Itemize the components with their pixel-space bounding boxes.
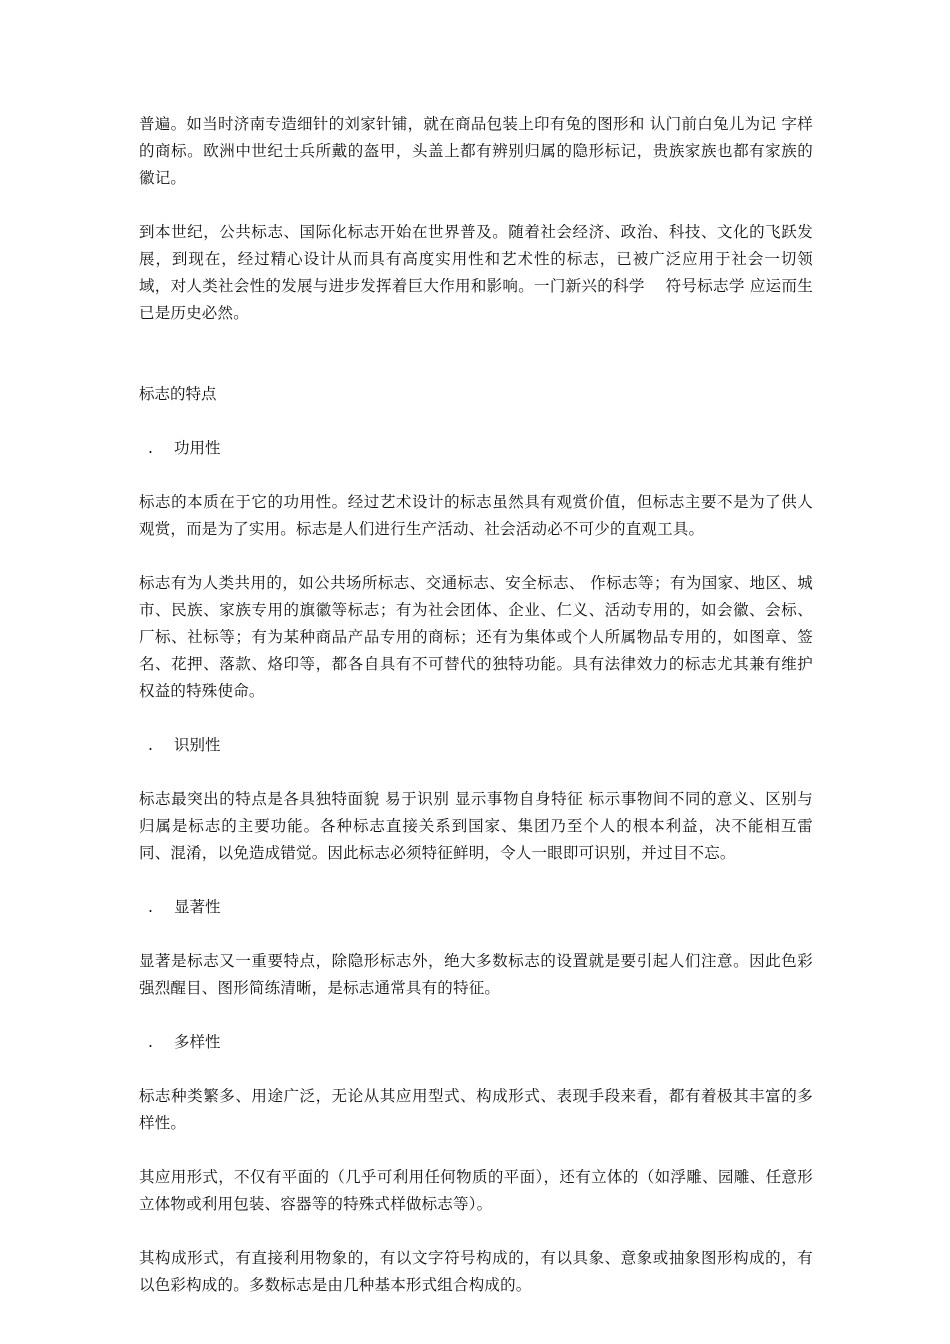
section-heading: 标志的特点 [139, 385, 217, 403]
bullet: . [148, 736, 153, 754]
subsection-heading-recognizability [139, 732, 813, 759]
paragraph: 显著是标志又一重要特点，除隐形标志外，绝大多数标志的设置就是要引起人们注意。因此色彩强烈醒目、图形简练清晰，是标志通常具有的特征。 [139, 952, 813, 997]
paragraph: 标志有为人类共用的，如公共场所标志、交通标志、安全标志、 作标志等；有为国家、地区、城市、民族、家族专用的旗徽等标志；有为社会团体、企业、仁义、活动专用的，如会徽、会标、厂标、社标等；有为某种商品产品专用的商标；还有为集体或个人所属物品专用的，如图章、签名、花押、落款、烙印等，都各自具有不可替代的独特功能。具有法律效力的标志尤其兼有维护权益的特殊使命。 [139, 574, 813, 700]
subsection-heading-prominence [139, 894, 813, 921]
subsection-heading-functionality [139, 435, 813, 462]
paragraph: 其应用形式，不仅有平面的（几乎可利用任何物质的平面），还有立体的（如浮雕、园雕、任意形立体物或利用包装、容器等的特殊式样做标志等）。 [139, 1168, 813, 1213]
paragraph: 普遍。如当时济南专造细针的刘家针铺，就在商品包装上印有兔的图形和 认门前白兔儿为记 字样的商标。欧洲中世纪士兵所戴的盔甲，头盖上都有辨别归属的隐形标记，贵族家族也都有家族的徽记。 [139, 115, 813, 187]
bullet: . [148, 1033, 153, 1051]
paragraph: 标志最突出的特点是各具独特面貌 易于识别 显示事物自身特征 标示事物间不同的意义、区别与归属是标志的主要功能。各种标志直接关系到国家、集团乃至个人的根本利益，决不能相互雷同、混淆，以免造成错觉。因此标志必须特征鲜明，令人一眼即可识别，并过目不忘。 [139, 790, 813, 862]
subsection-title: 显著性 [174, 898, 221, 916]
paragraph: 标志种类繁多、用途广泛，无论从其应用型式、构成形式、表现手段来看，都有着极其丰富的多样性。 [139, 1087, 813, 1132]
document-page [139, 111, 813, 1299]
bullet: . [148, 439, 153, 457]
subsection-title: 多样性 [174, 1033, 221, 1051]
bullet: . [148, 898, 153, 916]
paragraph: 其构成形式，有直接利用物象的，有以文字符号构成的，有以具象、意象或抽象图形构成的，有以色彩构成的。多数标志是由几种基本形式组合构成的。 [139, 1249, 813, 1294]
subsection-title: 功用性 [174, 439, 221, 457]
subsection-title: 识别性 [174, 736, 221, 754]
paragraph: 到本世纪，公共标志、国际化标志开始在世界普及。随着社会经济、政治、科技、文化的飞跃发展，到现在，经过精心设计从而具有高度实用性和艺术性的标志，已被广泛应用于社会一切领域，对人类社会性的发展与进步发挥着巨大作用和影响。一门新兴的科学 符号标志学 应运而生已是历史必然。 [139, 223, 813, 322]
paragraph: 标志的本质在于它的功用性。经过艺术设计的标志虽然具有观赏价值，但标志主要不是为了供人观赏，而是为了实用。标志是人们进行生产活动、社会活动必不可少的直观工具。 [139, 493, 813, 538]
subsection-heading-diversity [139, 1029, 813, 1056]
